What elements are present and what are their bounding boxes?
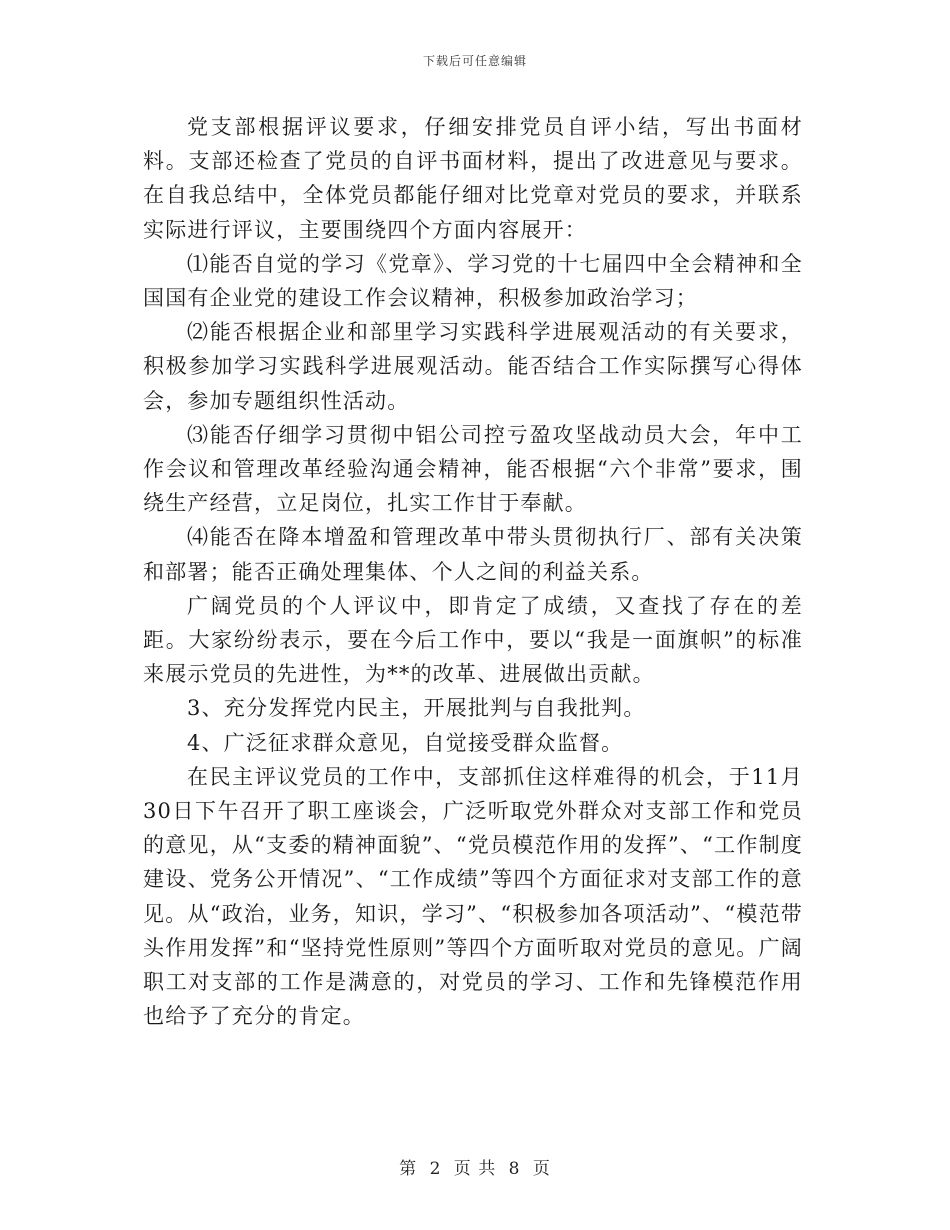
footer-suffix: 页 [532,1159,551,1179]
footer-middle: 页 共 [453,1159,497,1179]
paragraph-item-1: ⑴能否自觉的学习《党章》、学习党的十七届四中全会精神和全国国有企业党的建设工作会议精神，积极参加政治学习； [143,251,803,311]
page-footer [0,1154,950,1179]
paragraph-item-3: ⑶能否仔细学习贯彻中铝公司控亏盈攻坚战动员大会，年中工作会议和管理改革经验沟通会精神，能否根据“六个非常”要求，围绕生产经营，立足岗位，扎实工作甘于奉献。 [143,422,803,516]
paragraph-self-review: 党支部根据评议要求，仔细安排党员自评小结，写出书面材料。支部还检查了党员的自评书面材料，提出了改进意见与要求。在自我总结中，全体党员都能仔细对比党章对党员的要求，并联系实际进行评议，主要围绕四个方面内容展开： [143,115,803,242]
paragraph-symposium: 在民主评议党员的工作中，支部抓住这样难得的机会，于11月30日下午召开了职工座谈会，广泛听取党外群众对支部工作和党员的意见，从“支委的精神面貌”、“党员模范作用的发挥”、“工作制度建设、党务公开情况”、“工作成绩”等四个方面征求对支部工作的意见。从“政治，业务，知识，学习”、“积极参加各项活动”、“模范带头作用发挥”和“坚持党性原则”等四个方面听取对党员的意见。广阔职工对支部的工作是满意的，对党员的学习、工作和先锋模范作用也给予了充分的肯定。 [143,764,803,1029]
paragraph-member-review: 广阔党员的个人评议中，即肯定了成绩，又查找了存在的差距。大家纷纷表示，要在今后工作中，要以“我是一面旗帜”的标准来展示党员的先进性，为**的改革、进展做出贡献。 [143,593,803,687]
paragraph-item-4: ⑷能否在降本增盈和管理改革中带头贯彻执行厂、部有关决策和部署；能否正确处理集体、个人之间的利益关系。 [143,525,803,584]
paragraph-point-4: 4、广泛征求群众意见，自觉接受群众监督。 [187,730,624,755]
paragraph-point-3: 3、充分发挥党内民主，开展批判与自我批判。 [187,696,646,721]
footer-prefix: 第 [399,1159,418,1179]
footer-total-pages: 8 [508,1159,521,1179]
paragraph-item-2: ⑵能否根据企业和部里学习实践科学进展观活动的有关要求，积极参加学习实践科学进展观活动。能否结合工作实际撰写心得体会，参加专题组织性活动。 [143,320,803,413]
page-header: 下载后可任意编辑 [422,54,527,68]
document-body [143,110,803,1033]
footer-page-number: 2 [429,1159,442,1179]
